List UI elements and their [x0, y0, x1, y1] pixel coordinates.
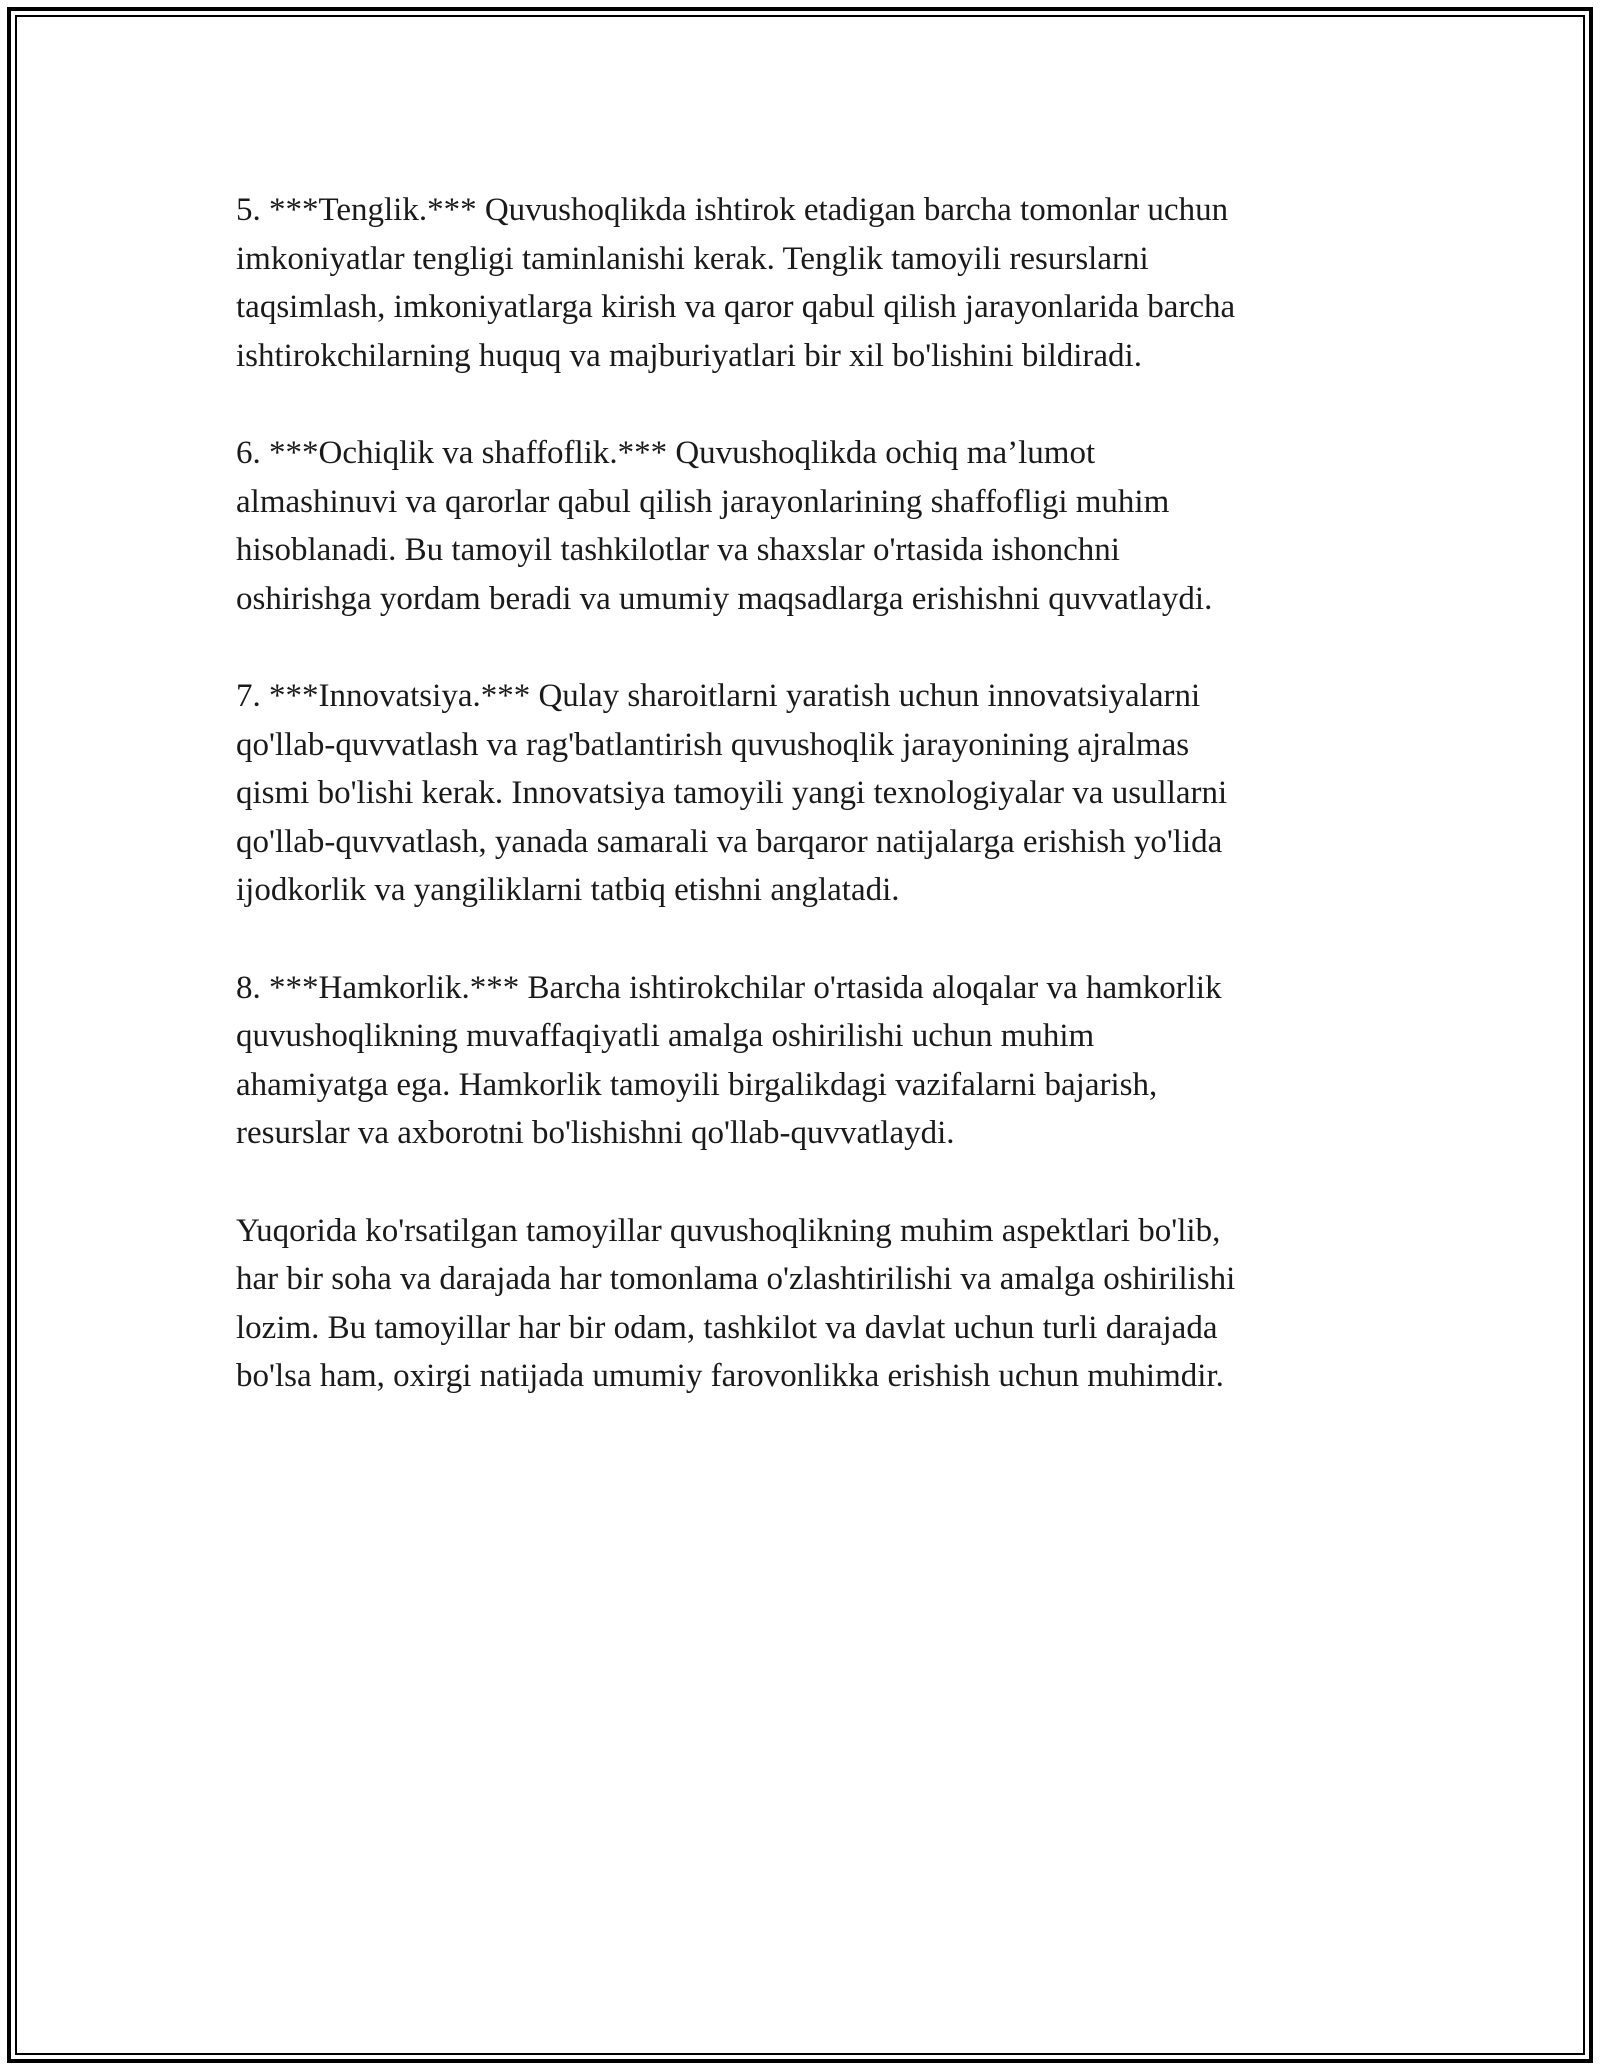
text-line: bo'lsa ham, oxirgi natijada umumiy farovonlikka erishish uchun muhimdir. [236, 1358, 1224, 1394]
text-line: qismi bo'lishi kerak. Innovatsiya tamoyili yangi texnologiyalar va usullarni [236, 775, 1228, 811]
text-line: qo'llab-quvvatlash, yanada samarali va barqaror natijalarga erishish yo'lida [236, 823, 1223, 860]
text-line: oshirishga yordam beradi va umumiy maqsadlarga erishishni quvvatlaydi. [236, 580, 1213, 617]
text-line: ishtirokchilarning huquq va majburiyatlari bir xil bo'lishini bildiradi. [236, 337, 1142, 374]
paragraph-conclusion [236, 1207, 1356, 1401]
text-line: almashinuvi va qarorlar qabul qilish jarayonlarining shaffofligi muhim [236, 483, 1170, 520]
text-line: Yuqorida ko'rsatilgan tamoyillar quvushoqlikning muhim aspektlari bo'lib, [236, 1212, 1221, 1249]
text-line: taqsimlash, imkoniyatlarga kirish va qaror qabul qilish jarayonlarida barcha [236, 289, 1236, 325]
text-line: ahamiyatga ega. Hamkorlik tamoyili birgalikdagi vazifalarni bajarish, [236, 1066, 1158, 1103]
text-line: resurslar va axborotni bo'lishishni qo'llab-quvvatlaydi. [236, 1115, 955, 1151]
text-line: 7. ***Innovatsiya.*** Qulay sharoitlarni yaratish uchun innovatsiyalarni [236, 678, 1201, 714]
text-line: qo'llab-quvvatlash va rag'batlantirish quvushoqlik jarayonining ajralmas [236, 726, 1190, 763]
text-line: 5. ***Tenglik.*** Quvushoqlikda ishtirok etadigan barcha tomonlar uchun [236, 192, 1229, 228]
paragraph-hamkorlik [236, 964, 1356, 1158]
paragraph-ochiqlik [236, 429, 1356, 623]
text-line: lozim. Bu tamoyillar har bir odam, tashkilot va davlat uchun turli darajada [236, 1309, 1218, 1346]
text-line: 8. ***Hamkorlik.*** Barcha ishtirokchilar o'rtasida aloqalar va hamkorlik [236, 969, 1222, 1006]
text-line: har bir soha va darajada har tomonlama o'zlashtirilishi va amalga oshirilishi [236, 1261, 1236, 1297]
text-line: 6. ***Ochiqlik va shaffoflik.*** Quvushoqlikda ochiq ma’lumot [236, 435, 1096, 471]
text-line: hisoblanadi. Bu tamoyil tashkilotlar va shaxslar o'rtasida ishonchni [236, 532, 1120, 568]
text-line: imkoniyatlar tengligi taminlanishi kerak. Tenglik tamoyili resurslarni [236, 240, 1149, 277]
text-line: quvushoqlikning muvaffaqiyatli amalga oshirilishi uchun muhim [236, 1018, 1095, 1054]
paragraph-innovatsiya [236, 672, 1356, 915]
paragraph-tenglik [236, 186, 1356, 380]
text-line: ijodkorlik va yangiliklarni tatbiq etishni anglatadi. [236, 872, 900, 908]
document-body [236, 186, 1356, 1450]
